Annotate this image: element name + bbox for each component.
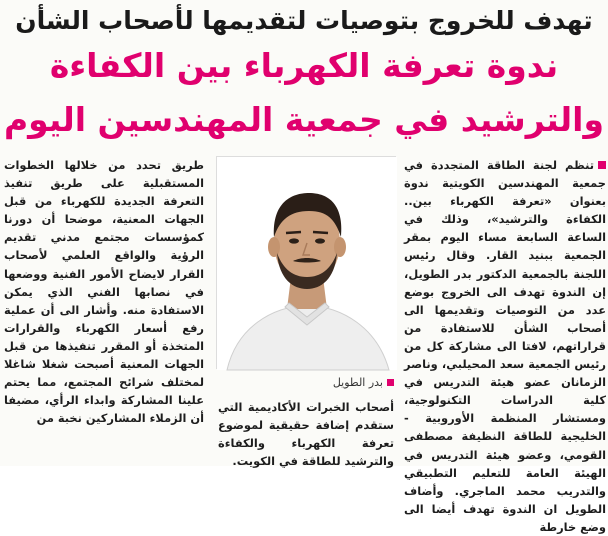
article-column-middle: أصحاب الخبرات الأكاديمية التي ستقدم إضافة حقيقية لموضوع تعرفة الكهرباء والكفاءة والترشيد للطاقة في الكويت. [218, 400, 394, 469]
article-column-right [404, 156, 606, 534]
portrait-illustration [217, 157, 397, 370]
caption-square-icon [387, 379, 394, 386]
kicker-headline: تهدف للخروج بتوصيات لتقديمها لأصحاب الشأن [15, 6, 593, 35]
photo-caption-text: بدر الطويل [332, 376, 383, 389]
main-headline-line-2: والترشيد في جمعية المهندسين اليوم [4, 100, 604, 139]
article-column-right-text: تنظم لجنة الطاقة المتجددة في جمعية المهندسين الكويتية ندوة بعنوان «تعرفة الكهرباء بين.. الكفاءة والترشيد»، وذلك في الساعة السابعة مساء اليوم بمقر الجمعية ببنيد القار. وقال رئيس اللجنة بالجمعية الدكتور بدر الطويل، إن الندوة تهدف الى الخروج بوضع عدد من التوصيات وتقديمها الى أصحاب الشأن للاستفادة من قراراتهم، لافتا الى مشاركة كل من رئيس الجمعية سعد المحيلبي، وناصر الزمانان عضو هيئة التدريس في كلية الدراسات التكنولوجية، ومستشار المنظمة الأوروبية - الخليجية للطاقة النظيفة مصطفى القومي، وعضو هيئة التدريس في الهيئة العامة للتعليم التطبيقي والتدريب محمد الماجري. وأضاف الطويل ان الندوة تهدف أيضا الى وضع خارطة [404, 158, 606, 534]
paragraph-bullet-icon [598, 161, 606, 169]
article-column-left: طريق تحدد من خلالها الخطوات المستقبلية على طريق تنفيذ التعرفة الجديدة للكهرباء من قبل الجهات المعنية، موضحا أن دورنا كمؤسسات مجتمع مدني تقديم الرؤية والواقع العلمي لأصحاب القرار لايضاح الأمور الفنية ووضعها في نصابها الفني الذي يمكن الاستفادة منه. وأشار الى أن عملية رفع أسعار الكهرباء والقرارات المتخذة أو المقرر تنفيذها من قبل الجهات المعنية أصبحت شغلا شاغلا لمختلف شرائح المجتمع، مما يحتم علينا المشاركة وابداء الرأي، مضيفا أن الزملاء المشاركين نخبة من [4, 158, 204, 426]
photo-caption [276, 376, 394, 389]
main-headline-line-1: ندوة تعرفة الكهرباء بين الكفاءة [49, 46, 559, 85]
portrait-photo [216, 156, 396, 369]
